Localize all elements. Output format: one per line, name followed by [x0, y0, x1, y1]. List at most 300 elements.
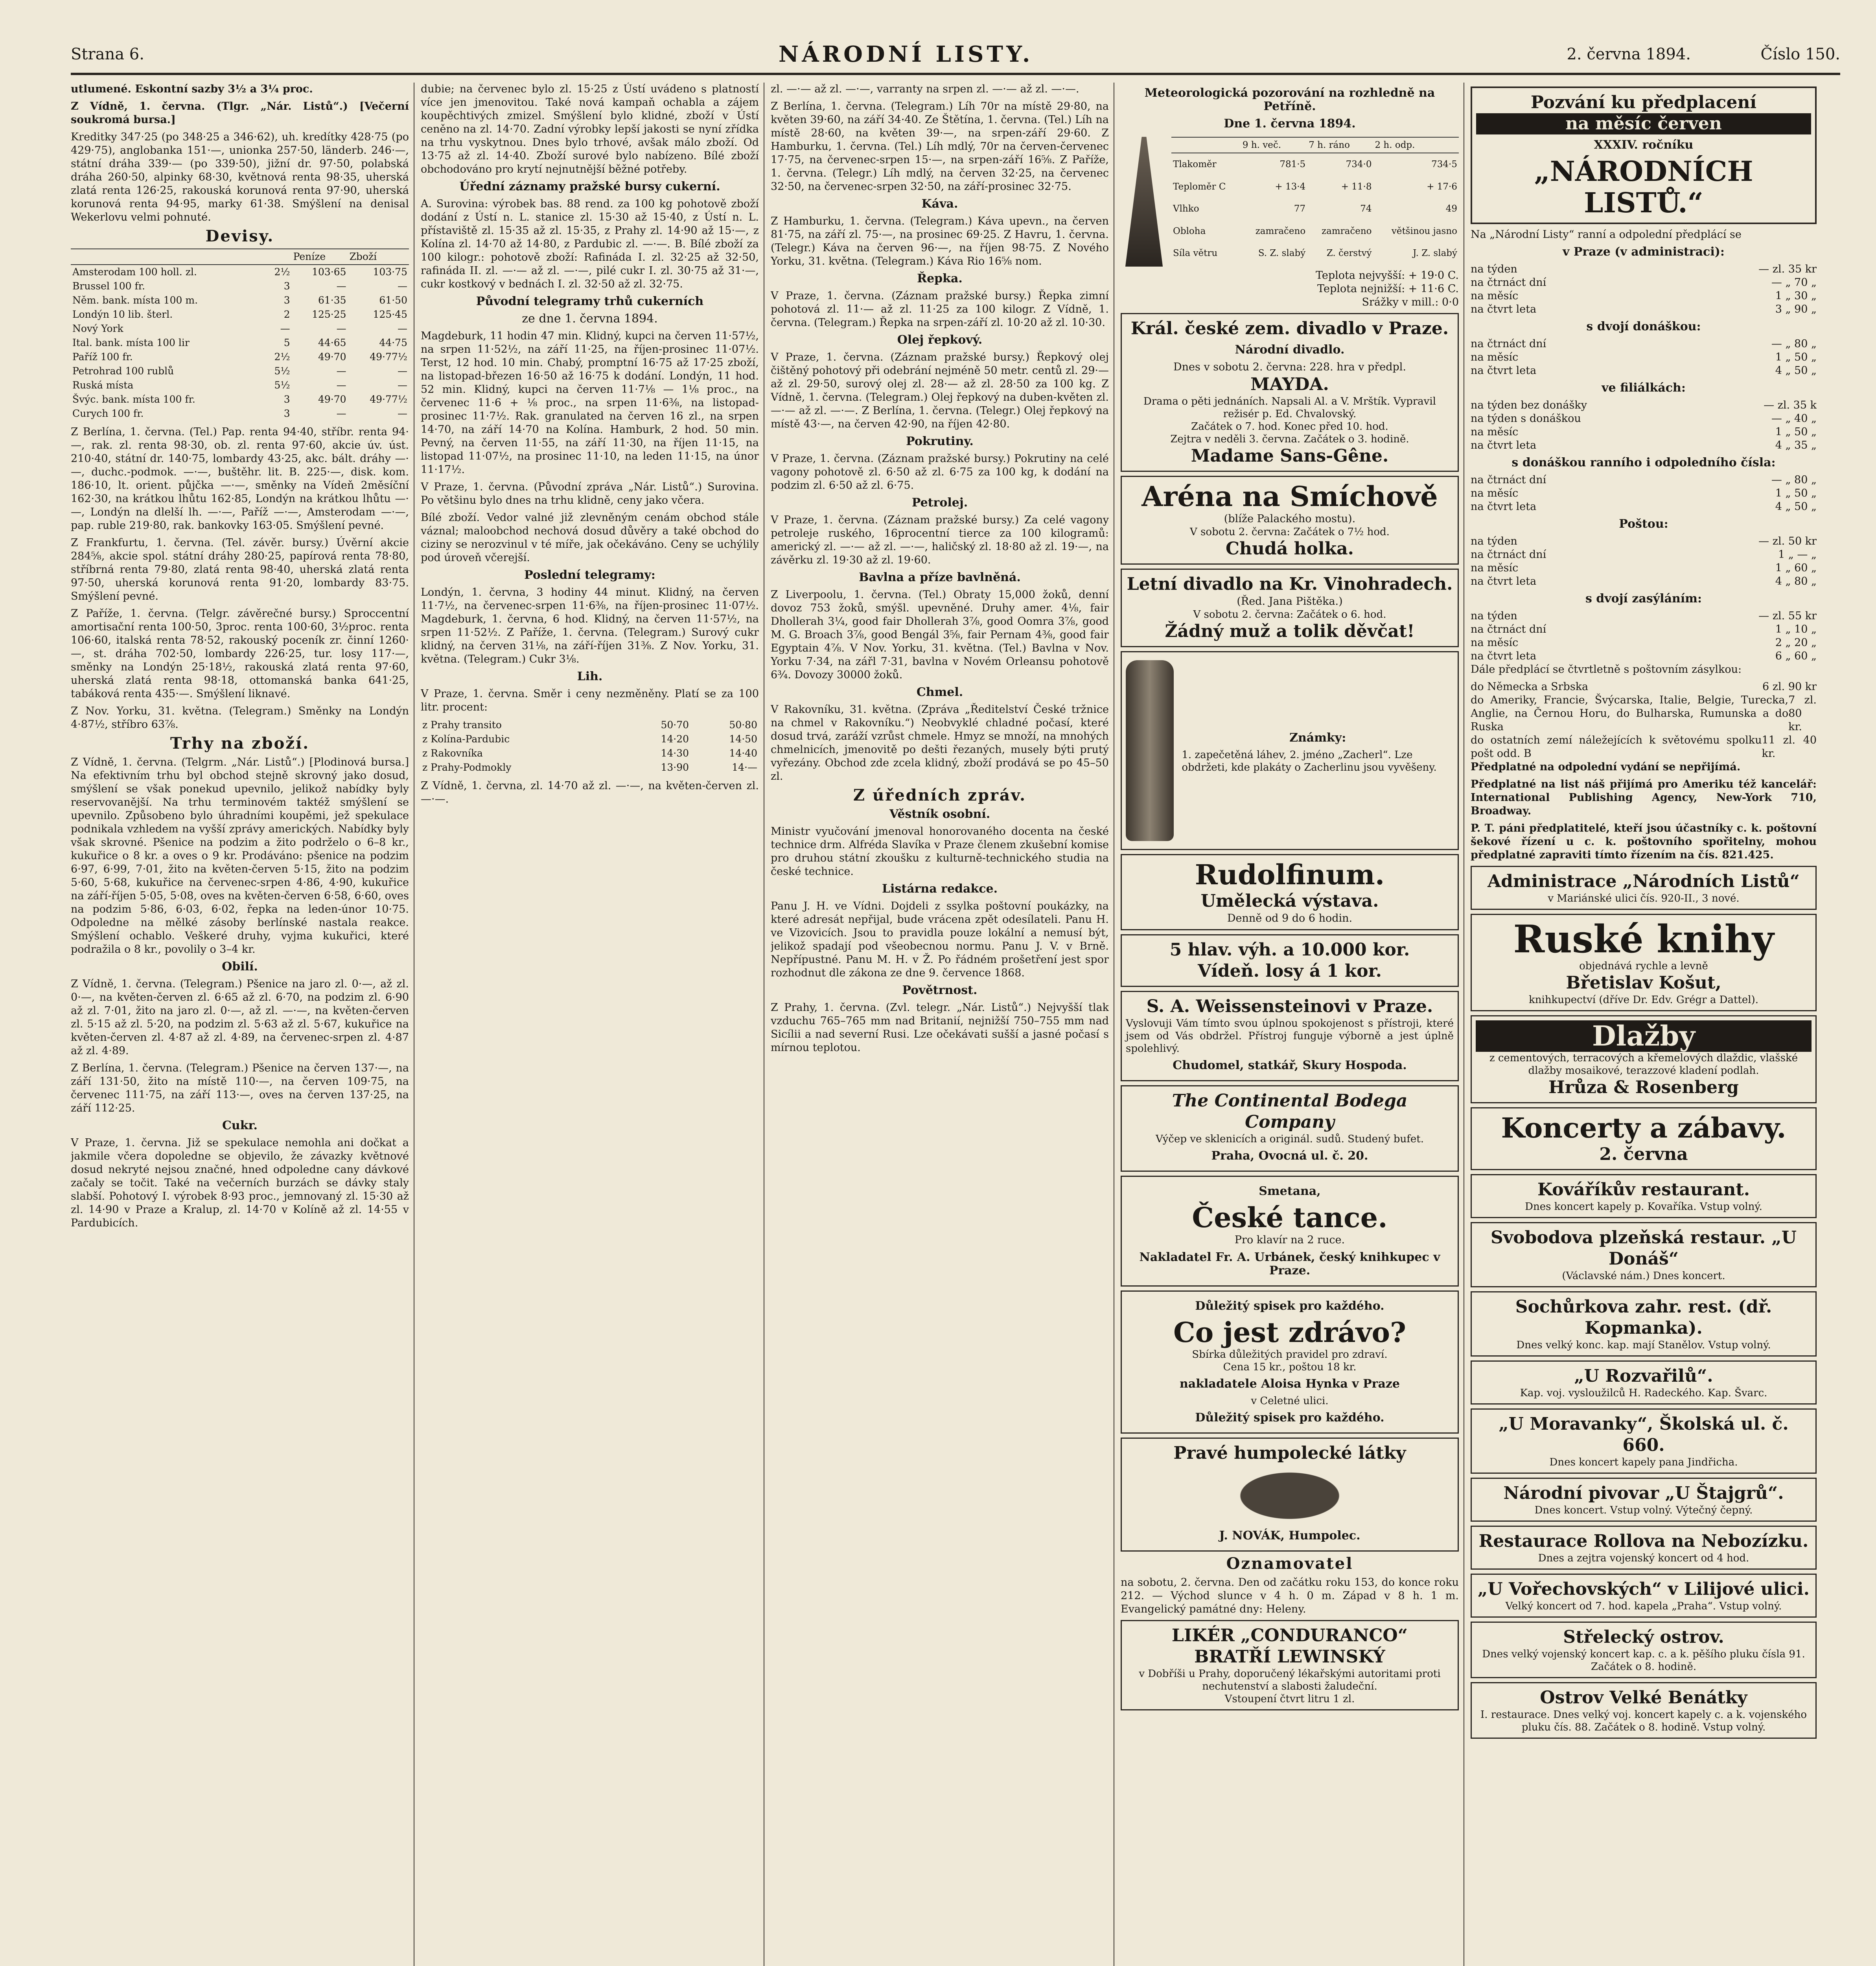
- price-row: [1471, 351, 1817, 364]
- cukr-heading: Cukr.: [222, 1119, 258, 1132]
- trhy-text: Z Vídně, 1. června. (Telgrm. „Nár. Listů“.) [Plodinová bursa.] Na efektivním trhu byl obchod stejně skrovný jako dosud, smýšlení se však ponekud upevnilo, jelikož nabídky byly reservovanější. Na trhu terminovém taktéž smýšlení se upevnilo. Způsobeno bylo úhradními koupěmi, jež spekulace podnikala vzhledem na vyšší zprávy amerických. Nabídky byly však skrovné. Pšenice na podzim a žito podrželo o 6–8 kr., kukuřice o 8 kr. a oves o 9 kr. Prodáváno: pšenice na podzim 6·97, 6·99, 7·01, žito na květen-červen 5·15, žito na podzim 5·60, 5·68, kukuřice na červenec-srpen 4·86, 4·90, kukuřice na září-říjen 5·05, 5·08, oves na květen-červen 6·58, 6·60, oves na podzim 5·86, 6·03, 6·02, řepka na leden-únor 10·75. Odpoledne na mělké zásoby berlínské nastala reakce. Smýšlení ochablo. Veškeré druhy, vyjma kukuřici, které podražila o 8 kr., povolily o 3–4 kr.: [71, 756, 409, 955]
- trhy-heading: Trhy na zboží.: [170, 734, 310, 753]
- frankfurt-report: Z Frankfurtu, 1. června. (Tel. závěr. bursy.) Úvěrní akcie 284⅝, akcie spol. státní dráhy 280·25, papírová renta 78·80, stříbrná renta 79·80, zlatá renta 98·40, uherská zlatá renta 97·50, uherská korunová renta 91·20, lombardy 83·75. Smýšlení pevné.: [71, 537, 409, 602]
- kosut-name: Břetislav Košut,: [1566, 973, 1721, 993]
- price-label: do ostatních zemí náležejících k světovému spolku pošt odd. B: [1471, 734, 1762, 760]
- table-cell: 61·50: [379, 295, 407, 306]
- table-cell: Londýn 10 lib. šterl.: [72, 309, 173, 320]
- devisy-heading: Devisy.: [205, 227, 274, 245]
- tomorrow-text: Zejtra v neděli 3. června. Začátek o 3. hodině.: [1170, 433, 1409, 445]
- table-cell: 50·70: [661, 719, 689, 731]
- dlazby-ad: [1471, 1015, 1817, 1103]
- table-cell: Z. čerstvý: [1326, 248, 1372, 258]
- meteo-extra-line: Srážky v mill.: 0·0: [1362, 296, 1459, 308]
- hynek-sub: v Celetné ulici.: [1251, 1395, 1329, 1407]
- postou-price-list: [1471, 535, 1817, 588]
- lottery-text: Vídeň. losy á 1 kor.: [1197, 961, 1382, 981]
- national-theatre-text: Dnes v sobotu 2. června: 228. hra v předpl.: [1173, 361, 1406, 373]
- table-cell: Vlhko: [1173, 204, 1199, 214]
- price-value: — zl. 35 kr: [1758, 263, 1817, 275]
- price-label: na měsíc: [1471, 426, 1519, 438]
- table-cell: 14·20: [661, 733, 689, 745]
- zacherlin-heading: Známky:: [1289, 731, 1346, 745]
- table-row: [1171, 153, 1459, 176]
- concert-ad: [1471, 1622, 1817, 1678]
- concert-ad: [1471, 1360, 1817, 1405]
- liker-sub: BRATŘÍ LEWINSKÝ: [1194, 1647, 1385, 1667]
- price-value: 1 „ 30 „: [1775, 290, 1817, 302]
- price-row: [1471, 276, 1817, 289]
- dvoji-price-list: [1471, 609, 1817, 663]
- liker-ad: [1121, 1620, 1459, 1710]
- concert-ad-name: Sochůrkova zahr. rest. (dř. Kopmanka).: [1515, 1297, 1772, 1338]
- vienna-heading: Z Vídně, 1. června. (Tlgr. „Nár. Listů“.) [Večerní soukromá bursa.]: [71, 100, 409, 126]
- table-cell: z Prahy transito: [422, 719, 502, 731]
- oznamovatel-text: na sobotu, 2. června. Den od začátku roku 153, do konce roku 212. — Východ slunce v 4 h. 0 m. Západ v 8 h. 1 m. Evangelický památné dny: Heleny.: [1121, 1576, 1459, 1615]
- berlin-report: Z Berlína, 1. června. (Tel.) Pap. renta 94·40, stříbr. renta 94·—, rak. zl. renta 98·30, ob. zl. renta 97·60, akcie úv. úst. 210·40, státní dr. 140·75, lombardy 43·25, akc. bált. dráhy —·—, duchc.-podmok. —·—, buštěhr. lit. B. 225·—, disk. kom. 186·10, lt. orient. půjčka —·—, směnky na Vídeň 2měsíční 162·30, na krátkou lhůtu 162·85, Londýn na krátkou lhůtu —·—, Londýn na dlelší lh. —·—, Paříž —·—, Amsterodam —·—, pap. ruble 219·80, rak. bankovky 163·05. Smýšlení pevné.: [71, 426, 409, 532]
- price-label: na měsíc: [1471, 351, 1519, 363]
- arena-show: Chudá holka.: [1226, 539, 1354, 559]
- concert-ad: [1471, 1574, 1817, 1618]
- price-label: na týden s donáškou: [1471, 412, 1581, 425]
- table-header: Peníze: [292, 249, 348, 265]
- concert-ad: [1471, 1222, 1817, 1287]
- price-value: 1 „ 10 „: [1775, 623, 1817, 635]
- masthead: [71, 37, 1840, 75]
- concert-ad-name: Střelecký ostrov.: [1563, 1627, 1724, 1647]
- price-label: na čtvrt leta: [1471, 303, 1537, 315]
- table-cell: 49: [1445, 204, 1457, 214]
- table-cell: Brussel 100 fr.: [72, 280, 145, 292]
- donaska-heading: s dvojí donáškou:: [1586, 320, 1701, 333]
- praha-price-list: [1471, 263, 1817, 316]
- page-label: Strana 6.: [71, 45, 144, 63]
- price-value: 1 „ 50 „: [1775, 426, 1817, 438]
- dvoji-heading: s dvojí zasýláním:: [1585, 592, 1702, 606]
- zdravi-ad: [1121, 1290, 1459, 1434]
- table-header: [1171, 137, 1241, 153]
- nl-title: „NÁRODNÍCH LISTŮ.“: [1534, 155, 1753, 219]
- ctvrtletne-note: Dále předplácí se čtvrtletně s poštovním zásylkou:: [1471, 663, 1742, 676]
- dulezity-spisek: Důležitý spisek pro každého.: [1195, 1299, 1384, 1313]
- price-value: — „ 40 „: [1771, 412, 1817, 425]
- koncerty-heading: Koncerty a zábavy.: [1501, 1112, 1786, 1144]
- concert-ad-name: Kováříkův restaurant.: [1537, 1180, 1750, 1200]
- concert-ad-text: Kap. voj. vysloužilců H. Radeckého. Kap. Švarc.: [1520, 1387, 1767, 1399]
- table-cell: 14·30: [661, 747, 689, 759]
- table-header: Zboží: [348, 249, 409, 265]
- price-value: — „ 80 „: [1771, 474, 1817, 486]
- table-row: [71, 322, 409, 336]
- letni-ad: [1121, 569, 1459, 647]
- play-description: Drama o pěti jednáních. Napsali Al. a V. Mrštík. Vypravil režisér p. Ed. Chvalovský.: [1143, 396, 1436, 420]
- price-value: — zl. 35 k: [1764, 399, 1817, 411]
- koncerty-date: 2. června: [1599, 1144, 1688, 1164]
- national-theatre-heading: Národní divadlo.: [1235, 343, 1345, 357]
- table-cell: 49·77½: [370, 351, 407, 363]
- table-row: [421, 746, 759, 760]
- price-row: [1471, 680, 1817, 694]
- price-row: [1471, 623, 1817, 636]
- last-telegrams-text: Londýn, 1. června, 3 hodiny 44 minut. Klidný, na červen 11·7½, na červenec-srpen 11·6⅜, na říjen-prosinec 11·07½. Magdeburk, 1. června, 6 hod. Klidný, na červen 11·57½, na srpen 11·52½. Z Paříže, 1. června. (Telegram.) Surový cukr klidný, na červen 31⅛, na září-říjen 31⅜. Z Nov. Yorku, 31. května. (Telegram.) Cukr 3⅛.: [421, 586, 759, 665]
- table-row: [1171, 242, 1459, 264]
- table-cell: 734·0: [1346, 159, 1372, 170]
- petrin-tower-illustration: [1121, 137, 1167, 267]
- concert-ad-text: Dnes a zejtra vojenský koncert od 4 hod.: [1538, 1552, 1749, 1564]
- subscription-intro: Na „Národní Listy“ ranní a odpolední předplácí se: [1471, 228, 1742, 241]
- vestnik-heading: Věstník osobní.: [889, 807, 990, 821]
- exchange-rates-table: [71, 249, 409, 421]
- table-cell: Ruská místa: [72, 379, 134, 391]
- concert-ad-text: Velký koncert od 7. hod. kapela „Praha“. Vstup volný.: [1505, 1600, 1782, 1612]
- official-sugar-heading: Úřední záznamy pražské bursy cukerní.: [459, 180, 720, 193]
- column-4: [1121, 83, 1459, 1966]
- concert-ad: [1471, 1291, 1817, 1357]
- price-label: na týden: [1471, 610, 1517, 622]
- hynek-heading: nakladatele Aloisa Hynka v Praze: [1179, 1377, 1400, 1391]
- table-cell: Tlakoměr: [1173, 159, 1217, 170]
- cukr-text: V Praze, 1. června. Již se spekulace nemohla ani dočkat a jakmile včera dopoledne se objevilo, že závazky květnové dosud nekryté nejsou značné, hned odpoledne cany dávkové začaly se točit. Také na večerních burzách se dávky staly slabší. Pohotový I. výrobek 8·93 proc., jemnovaný zl. 15·30 až zl. 14·90 v Praze a Kralup, zl. 14·70 v Kolíně až zl. 14·55 v Pardubicích.: [71, 1137, 409, 1229]
- table-cell: 3: [284, 394, 290, 405]
- hruza-name: Hrůza & Rosenberg: [1548, 1077, 1739, 1097]
- olej-heading: Olej řepkový.: [897, 333, 983, 347]
- subscription-ad: [1471, 87, 1817, 224]
- price-label: na čtvrt leta: [1471, 650, 1537, 662]
- rudolfinum-time: Denně od 9 do 6 hodin.: [1227, 912, 1353, 924]
- dulezity-spisek-2: Důležitý spisek pro každého.: [1195, 1411, 1384, 1425]
- meteo-extra-line: Teplota nejnižší: + 11·6 C.: [1317, 283, 1459, 295]
- concert-ad-name: Ostrov Velké Benátky: [1540, 1688, 1747, 1708]
- price-row: [1471, 575, 1817, 588]
- administrace-heading: Administrace „Národních Listů“: [1488, 871, 1800, 891]
- table-cell: z Prahy-Podmokly: [422, 762, 512, 773]
- concert-ad: [1471, 1526, 1817, 1570]
- price-row: [1471, 487, 1817, 500]
- povetrnost-heading: Povětrnost.: [902, 983, 978, 997]
- table-row: [71, 265, 409, 279]
- latky-ad: [1121, 1438, 1459, 1552]
- olej-text: V Praze, 1. června. (Záznam pražské bursy.) Řepkový olej čištěný pohotový při odebrání nejméně 50 metr. centů zl. 29·— až zl. 29·50, surový olej zl. 28·— až zl. 28·50 za 100 kg. Z Vídně, 1. června. (Telegram.) Olej řepkový na duben-květen zl. —·— až zl. —·—. Z Berlína, 1. června. (Telegr.) Olej řepkový na místě 43·—, na červen 42·90, na říjen 42·80.: [771, 351, 1109, 430]
- table-cell: 44·65: [318, 337, 346, 348]
- price-label: na čtvrt leta: [1471, 439, 1537, 451]
- table-header: [263, 249, 292, 265]
- spirit-trade: Z Berlína, 1. června. (Telegram.) Líh 70r na místě 29·80, na květen 39·60, na září 34·40. Ze Štětína, 1. června. (Tel.) Líh na místě 28·60, na květen 39·—, na srpen-září 29·60. Z Hamburku, 1. června. (Tel.) Líh mdlý, 70r na červen-červenec 17·75, na červenec-srpen 15·—, na srpen-září 16⅝. Z Paříže, 1. června. (Telegr.) Líh mdlý, na červen 32·25, na červenec 32·50, na červenec-srpen 32·50, na září-prosinec 32·75.: [771, 100, 1109, 193]
- price-row: [1471, 548, 1817, 561]
- price-label: na měsíc: [1471, 290, 1519, 302]
- liker-text: v Dobříši u Prahy, doporučený lékařskými autoritami proti nechutenství a slabosti žaludeční.: [1139, 1668, 1441, 1692]
- price-value: — zl. 55 kr: [1758, 610, 1817, 622]
- table-cell: —: [398, 323, 407, 334]
- table-cell: 125·45: [373, 309, 407, 320]
- price-value: 4 „ 80 „: [1775, 575, 1817, 587]
- table-row: [71, 279, 409, 293]
- table-cell: 734·5: [1431, 159, 1457, 170]
- price-row: [1471, 425, 1817, 439]
- table-cell: + 17·6: [1427, 181, 1457, 192]
- price-value: 6 „ 60 „: [1775, 650, 1817, 662]
- mesic-heading: na měsíc červen: [1476, 113, 1811, 134]
- concert-ad-name: „U Rozvařilů“.: [1574, 1366, 1713, 1386]
- price-value: 4 „ 50 „: [1775, 501, 1817, 513]
- table-header: 9 h. več.: [1241, 137, 1307, 153]
- sugar-lead: dubie; na červenec bylo zl. 15·25 z Ústí uvádeno s platností více jen jmenovitou. Také nová kampaň ochabla a zájem koupěchtivých zmizel. Smýšlení bylo klidné, zboží v Ústí ceněno na zl. 14·70. Zadní výrobky lepší jakosti se nyní zřídka na trhu vyskytnou. Dnes bylo trhové, avšak málo zboží. Od 13·75 až zl. 14·40. Zboží surové bylo nabízeno. Bílé zboží obchodováno pro krytí nejnutnější běžné potřeby.: [421, 83, 759, 175]
- price-value: 6 zl. 90 kr: [1762, 681, 1817, 693]
- table-cell: Curych 100 fr.: [72, 408, 144, 419]
- table-cell: 49·70: [318, 351, 346, 363]
- table-cell: —: [280, 323, 290, 334]
- issue-date: 2. června 1894.: [1567, 45, 1691, 63]
- price-label: na měsíc: [1471, 562, 1519, 574]
- lottery-ad: [1121, 934, 1459, 987]
- price-row: [1471, 636, 1817, 650]
- price-label: na čtvrt leta: [1471, 501, 1537, 513]
- lih-heading: Lih.: [577, 670, 603, 683]
- last-telegrams-heading: Poslední telegramy:: [524, 568, 655, 582]
- table-cell: 103·75: [373, 266, 407, 278]
- price-row: [1471, 337, 1817, 351]
- table-cell: Petrohrad 100 rublů: [72, 365, 174, 377]
- sugar-telegrams-date: ze dne 1. června 1894.: [522, 312, 658, 326]
- concert-ad-name: Svobodova plzeňská restaur. „U Donáš“: [1490, 1228, 1797, 1269]
- arena-ad: [1121, 476, 1459, 565]
- vienna-text: Kreditky 347·25 (po 348·25 a 346·62), uh. kredítky 428·75 (po 429·75), anglobanka 151·—, unionka 257·50, länderb. 246·—, státní dráha 339·— (po 339·50), jižní dr. 97·50, polabská dráha 260·50, alpinky 68·30, květnová renta 98·35, uherská zlatá renta 126·25, rakouská korunová renta 97·90, uherská korunová renta 94·95, marky 61·38. Smýšlení na denisal Wekerlovu velmi pohnuté.: [71, 131, 409, 223]
- berlin-grain: Z Berlína, 1. června. (Telegram.) Pšenice na červen 137·—, na září 131·50, žito na místě 110·—, na červen 109·75, na červenec 111·75, na září 113·—, oves na červen 137·25, na září 112·25.: [71, 1062, 409, 1114]
- repka-heading: Řepka.: [917, 272, 963, 285]
- table-cell: Síla větru: [1173, 248, 1218, 258]
- chudomel-signature: Chudomel, statkář, Skury Hospoda.: [1173, 1058, 1407, 1072]
- price-value: 3 „ 90 „: [1775, 303, 1817, 315]
- table-row: [1171, 176, 1459, 198]
- price-label: na měsíc: [1471, 637, 1519, 649]
- table-cell: 14·40: [729, 747, 757, 759]
- kosut-text: knihkupectví (dříve Dr. Edv. Grégr a Dattel).: [1529, 994, 1758, 1006]
- price-row: [1471, 734, 1817, 760]
- weissenstein-heading: S. A. Weissensteinovi v Praze.: [1146, 996, 1433, 1016]
- meteo-extra-line: Teplota nejvyšší: + 19·0 C.: [1315, 269, 1459, 282]
- lih-text: V Praze, 1. června. Směr i ceny nezměněny. Platí se za 100 litr. procent:: [421, 688, 759, 713]
- table-row: [421, 732, 759, 746]
- table-cell: z Rakovníka: [422, 747, 483, 759]
- ruske-knihy-ad: [1471, 914, 1817, 1011]
- lottery-heading: 5 hlav. výh. a 10.000 kor.: [1169, 940, 1410, 960]
- pokrutiny-heading: Pokrutiny.: [906, 434, 974, 448]
- concert-ad-text: I. restaurace. Dnes velký voj. koncert kapely c. a k. vojenského pluku čís. 88. Začátek o 8. hodině. Vstup volný.: [1480, 1709, 1807, 1733]
- table-cell: 49·77½: [370, 394, 407, 405]
- postou-heading: Poštou:: [1619, 517, 1668, 531]
- price-row: [1471, 473, 1817, 487]
- ceske-tance: České tance.: [1192, 1201, 1388, 1234]
- table-row: [71, 293, 409, 307]
- povetrnost-text: Z Prahy, 1. června. (Zvl. telegr. „Nár. Listů“.) Nejvyšší tlak vzduchu 765–765 mm nad Britanií, nejnižší 750–755 mm nad Sicílii a nad severní Rusi. Lze očekávati sušší a jasné počasí s mírnou teplotou.: [771, 1001, 1109, 1054]
- co-jest-zdravo: Co jest zdrávo?: [1173, 1316, 1407, 1349]
- filialky-price-list: [1471, 399, 1817, 452]
- arena-sub: (blíže Palackého mostu).: [1224, 513, 1356, 525]
- play-title: MAYDA.: [1250, 374, 1329, 394]
- column-2: [421, 83, 759, 1966]
- obili-text: Z Vídně, 1. června. (Telegram.) Pšenice na jaro zl. 0·—, až zl. 0·—, na květen-červen zl. 6·65 až zl. 6·70, na podzim zl. 6·90 až zl. 7·01, žito na jaro zl. 0·—, až zl. —·—, na květen-červen zl. 5·15 až zl. 5·20, na podzim zl. 5·63 až zl. 5·67, kukuřice na květen-červen zl. 4·87 až zl. 4·89, na červenec-srpen zl. 4·87 až zl. 4·89.: [71, 978, 409, 1057]
- table-cell: zamračeno: [1255, 226, 1306, 236]
- table-cell: + 13·4: [1275, 181, 1306, 192]
- letni-text: V sobotu 2. června: Začátek o 6. hod.: [1193, 609, 1386, 620]
- table-cell: 781·5: [1280, 159, 1306, 170]
- table-cell: J. Z. slabý: [1413, 248, 1457, 258]
- table-row: [1171, 220, 1459, 242]
- vestnik-text: Ministr vyučování jmenoval honorovaného docenta na české technice drm. Alfréda Slavíka v Praze členem zkušební komise pro druhou státní zkoušku z kulturně-technického studia na české technice.: [771, 825, 1109, 878]
- pokrutiny-text: V Praze, 1. června. (Záznam pražské bursy.) Pokrutiny na celé vagony pohotově zl. 6·50 až zl. 6·75 za 100 kg, k dodání na podzim zl. 6·50 až zl. 6·75.: [771, 453, 1109, 492]
- table-row: [71, 336, 409, 350]
- urbanek-heading: Nakladatel Fr. A. Urbánek, český knihkupec v Praze.: [1139, 1250, 1440, 1278]
- concert-ad: [1471, 1174, 1817, 1218]
- smetana-heading: Smetana,: [1259, 1184, 1321, 1198]
- table-cell: Švýc. bank. místa 100 fr.: [72, 394, 195, 405]
- table-cell: 2½: [274, 351, 290, 363]
- price-value: 4 „ 35 „: [1775, 439, 1817, 451]
- concert-ad-name: „U Vořechovských“ v Lilijové ulici.: [1478, 1579, 1810, 1599]
- chmel-text: V Rakovníku, 31. května. (Zpráva „Ředitelství České tržnice na chmel v Rakovníku.“) Neobvyklé chladné počasí, které dosud trvá, zaráží vzrůst chmele. Hmyz se množí, na mnohých chmelnicích, jmenovitě po dešti řezaných, musely býti prutý vyřezány. Obchod zde zcela klidný, zboží prodává se po 45–50 zl.: [771, 703, 1109, 782]
- filialky-heading: ve filiálkách:: [1602, 381, 1686, 395]
- meteo-date: Dne 1. června 1894.: [1224, 117, 1356, 131]
- table-cell: Teploměr C: [1173, 181, 1226, 192]
- price-row: [1471, 303, 1817, 316]
- table-row: [421, 718, 759, 732]
- zacherlin-ad: [1121, 651, 1459, 850]
- table-cell: z Kolína-Pardubic: [422, 733, 510, 745]
- price-value: 11 zl. 40 kr.: [1762, 734, 1817, 760]
- price-row: [1471, 289, 1817, 303]
- price-value: 1 „ 50 „: [1775, 351, 1817, 363]
- tomorrow-play: Madame Sans-Gêne.: [1191, 446, 1389, 466]
- zdravi-cena: Cena 15 kr., poštou 18 kr.: [1223, 1361, 1357, 1373]
- bear-trademark-illustration: [1227, 1466, 1353, 1525]
- table-cell: 77: [1294, 204, 1306, 214]
- table-row: [71, 364, 409, 378]
- predplatne-note: Předplatné na odpolední vydání se nepřijímá.: [1471, 761, 1741, 773]
- meteo-extra: [1121, 269, 1459, 309]
- table-row: [71, 392, 409, 407]
- weissenstein-ad: [1121, 991, 1459, 1081]
- postal-note: P. T. páni předplatitelé, kteří jsou účastníky c. k. poštovní šekové řízení u c. k. poštovního spořitelny, mohou předplatné zapraviti tímto řízením na čís. 821.425.: [1471, 822, 1817, 861]
- price-value: — zl. 50 kr: [1758, 535, 1817, 547]
- price-value: 7 zl. 80 kr.: [1788, 694, 1817, 733]
- concert-listings: [1471, 1174, 1817, 1739]
- concert-ad-text: Dnes velký konc. kap. mají Stanělov. Vstup volný.: [1516, 1339, 1771, 1351]
- zacherlin-text: 1. zapečetěná láhev, 2. jméno „Zacherl“. Lze obdržeti, kde plakáty o Zacherlinu jsou vyvěšeny.: [1182, 749, 1437, 773]
- price-label: na týden: [1471, 535, 1517, 547]
- table-cell: 61·35: [318, 295, 346, 306]
- table-header: 7 h. ráno: [1307, 137, 1373, 153]
- table-row: [421, 760, 759, 775]
- smetana-sub: Pro klavír na 2 ruce.: [1234, 1234, 1345, 1246]
- ranni-price-list: [1471, 473, 1817, 514]
- table-cell: 14·—: [732, 762, 757, 773]
- price-row: [1471, 263, 1817, 276]
- price-label: na týden bez donášky: [1471, 399, 1587, 411]
- letni-sub: (Řed. Jana Pištěka.): [1237, 595, 1343, 607]
- koncerty-ad: [1471, 1107, 1817, 1170]
- zdravi-text: Sbírka důležitých pravidel pro zdraví.: [1192, 1349, 1388, 1360]
- table-cell: 3: [284, 280, 290, 292]
- table-cell: —: [336, 280, 346, 292]
- price-row: [1471, 364, 1817, 377]
- table-cell: 74: [1360, 204, 1372, 214]
- price-value: — „ 80 „: [1771, 338, 1817, 350]
- concert-ad-name: „U Moravanky“, Školská ul. č. 660.: [1499, 1414, 1789, 1455]
- meteo-heading: Meteorologická pozorování na rozhledně na Petříně.: [1144, 86, 1435, 113]
- table-cell: Amsterodam 100 holl. zl.: [72, 266, 197, 278]
- table-cell: —: [398, 408, 407, 419]
- table-cell: 5½: [274, 365, 290, 377]
- table-cell: 3: [284, 408, 290, 419]
- table-cell: —: [398, 280, 407, 292]
- table-cell: Ital. bank. místa 100 lir: [72, 337, 190, 348]
- listarna-text: Panu J. H. ve Vídni. Dojdeli z ssylka poštovní poukázky, na které adresát nepřijal, bude vrácena zpět odesílateli. Panu H. ve Vizovicích. Jsou to pravidla pouze lokální a nemusí být, jelikož spadají pod všeobecnou normu. Panu J. V. v Brně. Nepřípustné. Panu M. H. v Ž. Po řádném prošetření jest spor rozhodnut dle zákona ze dne 9. července 1868.: [771, 900, 1109, 979]
- newyork-report: Z Nov. Yorku, 31. května. (Telegram.) Směnky na Londýn 4·87½, stříbro 63⅞.: [71, 705, 409, 731]
- price-value: 1 „ — „: [1778, 549, 1817, 561]
- bavlna-text: Z Liverpoolu, 1. června. (Tel.) Obraty 15,000 žoků, denní dovoz 753 žoků, smýšl. upevněné. Druhy amer. 4⅛, fair Dhollerah 3¼, good fair Dhollerah 3⅞, good Oomra 3⅞, good M. G. Broach 3⅞, good Bengál 3⅝, fair Pernam 4⅜, good fair Egyptain 4⅞. V Nov. Yorku, 31. května. (Tel.) Bavlna v Nov. Yorku 7·34, na zářl 7·31, bavlna v Novém Orleansu pohotově 6¾. Dovozy 30000 žoků.: [771, 589, 1109, 681]
- petrolej-text: V Praze, 1. června. (Záznam pražské bursy.) Za celé vagony petroleje ruského, 16procentní tierce za 100 kilogramů: americký zl. —·— až zl. —·—, haličský zl. 18·80 až zl. 19·—, na závěrku zl. 19·30 až zl. 19·60.: [771, 514, 1109, 566]
- table-cell: —: [336, 408, 346, 419]
- prague-report: V Praze, 1. června. (Původní zpráva „Nár. Listů“.) Surovina. Po většinu bylo dnes na trhu klidně, ceny jako včera.: [421, 481, 759, 506]
- table-cell: 5½: [274, 379, 290, 391]
- concert-ad-text: Dnes koncert. Vstup volný. Výtečný čepný.: [1534, 1504, 1753, 1516]
- concert-ad-name: Národní pivovar „U Štajgrů“.: [1503, 1483, 1784, 1503]
- price-label: do Německa a Srbska: [1471, 681, 1589, 693]
- price-label: na čtrnáct dní: [1471, 276, 1546, 289]
- administrace-ad: [1471, 866, 1817, 910]
- intro-text: utlumené. Eskontní sazby 3½ a 3¼ proc.: [71, 83, 313, 95]
- column-3: [771, 83, 1109, 1966]
- latky-heading: Pravé humpolecké látky: [1173, 1443, 1406, 1463]
- table-cell: většinou jasno: [1391, 226, 1457, 236]
- price-value: 1 „ 60 „: [1775, 562, 1817, 574]
- column-5: [1471, 83, 1817, 1966]
- novak-name: J. NOVÁK, Humpolec.: [1219, 1529, 1361, 1543]
- table-cell: 103·65: [312, 266, 346, 278]
- administrace-address: v Mariánské ulici čís. 920-II., 3 nové.: [1548, 893, 1740, 904]
- letni-show: Žádný muž a tolik děvčat!: [1165, 621, 1415, 641]
- lih-tail: Z Vídně, 1. června, zl. 14·70 až zl. —·—, na květen-červen zl. —·—.: [421, 780, 759, 805]
- arena-heading: Aréna na Smíchově: [1141, 480, 1438, 513]
- dlazby-text: z cementových, terracových a křemelových dlaždic, vlašské dlažby mosaikové, terazzové kladení podlah.: [1489, 1052, 1798, 1077]
- table-header: 2 h. odp.: [1373, 137, 1459, 153]
- table-cell: —: [336, 365, 346, 377]
- theatre-heading: Král. české zem. divadlo v Praze.: [1130, 318, 1449, 339]
- table-cell: —: [336, 379, 346, 391]
- rocnik: XXXIV. ročníku: [1594, 138, 1694, 152]
- price-row: [1471, 535, 1817, 548]
- theatre-ad: [1121, 313, 1459, 472]
- table-cell: 50·80: [729, 719, 757, 731]
- play-time: Začátek o 7. hod. Konec před 10. hod.: [1191, 421, 1388, 433]
- concert-ad-text: Dnes koncert kapely pana Jindřicha.: [1549, 1456, 1738, 1468]
- price-label: na čtvrt leta: [1471, 364, 1537, 377]
- price-value: — „ 70 „: [1771, 276, 1817, 289]
- warrant-lead: zl. —·— až zl. —·—, varranty na srpen zl. —·— až zl. —·—.: [771, 83, 1079, 95]
- table-cell: S. Z. slabý: [1258, 248, 1306, 258]
- table-cell: + 11·8: [1341, 181, 1372, 192]
- ruske-knihy-text: objednává rychle a levně: [1579, 960, 1708, 972]
- arena-text: V sobotu 2. června: Začátek o 7½ hod.: [1190, 526, 1390, 538]
- price-label: na čtrnáct dní: [1471, 474, 1546, 486]
- repka-text: V Praze, 1. června. (Záznam pražské bursy.) Řepka zimní pohotová zl. 11·— až zl. 11·25 za 100 kilogr. Z Vídně, 1. června. (Telegram.) Řepka na srpen-září zl. 10·20 až zl. 10·30.: [771, 290, 1109, 329]
- sugar-telegrams-text: Magdeburk, 11 hodin 47 min. Klidný, kupci na červen 11·57½, na srpen 11·52½, na září 11·25, na říjen-prosinec 11·07½. Terst, 12 hod. 10 min. Chabý, promptní 16·75 až 17·25 zboží, na listopad-březen 16·50 až 16·75 k dodání. Londýn, 11 hod. 52 min. Klidný, kupci na červen 11·7⅛ — 1⅛ proc., na červenec 11·6 + ⅛ proc., na srpen 11·6⅜, na listopad-prosinec 11·7½. Rak. granulated na červen 16 zl., na srpen 14·70, na září 14·70 na Kolína. Hamburk, 2 hod. 50 min. Pevný, na červen 11·55, na září 11·30, na říjen 11·15, na listopad 11·07½, na prosinec 11·10, na leden 11·15, na únor 11·17½.: [421, 330, 759, 476]
- official-sugar-text: A. Surovina: výrobek bas. 88 rend. za 100 kg pohotově zboží dodání z Ústí n. L. stanice zl. 15·30 až 15·40, z Ústí n. L. přístaviště zl. 15·35 až zl. 15·35, z Prahy zl. 14·90 až 15·—, z Kolína zl. 14·70 až 14·80, z Pardubic zl. —·—. B. Bílé zboží za 100 kilogr.: pohotově zboží: Rafináda I. zl. 32·25 až 32·50, rafináda II. zl. —·— až zl. —·—, pilé cukr I. zl. 30·75 až 31·—, cukr kostkový v bednách I. zl. 32·50 až zl. 32·75.: [421, 198, 759, 290]
- bodega-ad: [1121, 1085, 1459, 1172]
- bodega-text: Výčep ve sklenicích a originál. sudů. Studený bufet.: [1156, 1133, 1424, 1145]
- table-header: [71, 249, 263, 265]
- bodega-heading: The Continental Bodega Company: [1172, 1091, 1408, 1132]
- price-label: na čtrnáct dní: [1471, 549, 1546, 561]
